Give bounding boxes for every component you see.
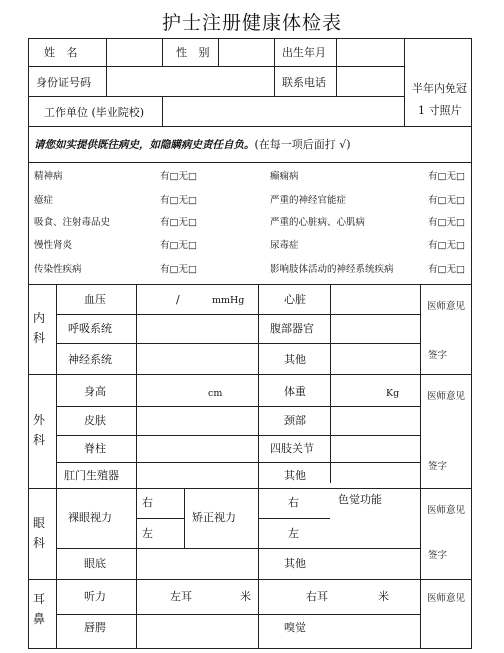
divider: [28, 579, 472, 580]
divider: [56, 614, 420, 615]
doctor-opinion-label: 医师意见: [427, 593, 466, 604]
divider: [106, 38, 107, 96]
height-label: 身高: [84, 385, 106, 398]
divider: [56, 435, 420, 436]
fundus-label: 眼底: [84, 557, 106, 570]
history-item: 吸食、注射毒品史: [34, 217, 111, 228]
history-option[interactable]: 有□无□: [160, 240, 197, 251]
section-eye: 眼科: [32, 516, 45, 550]
declaration: [34, 138, 351, 152]
meter-unit: 米: [240, 590, 251, 603]
history-item: 精神病: [34, 171, 63, 182]
corrected-left-label: 左: [288, 527, 299, 540]
divider: [56, 343, 420, 344]
divider: [404, 38, 405, 126]
history-option[interactable]: 有□无□: [428, 217, 465, 228]
divider: [28, 126, 472, 127]
heart-label: 心脏: [284, 293, 306, 306]
history-option[interactable]: 有□无□: [428, 195, 465, 206]
divider: [136, 518, 184, 519]
history-item: 癔症: [34, 195, 54, 206]
divider: [162, 96, 163, 126]
signature-label: 签字: [428, 350, 448, 361]
history-option[interactable]: 有□无□: [428, 264, 465, 275]
corrected-vision-label: 矫正视力: [192, 511, 236, 524]
history-item: 慢性肾炎: [34, 240, 73, 251]
section-internal: 内科: [32, 311, 45, 345]
history-option[interactable]: 有□无□: [160, 195, 197, 206]
signature-label: 签字: [428, 461, 448, 472]
divider: [258, 284, 259, 649]
divider: [28, 374, 472, 375]
photo-size-label: 1 寸照片: [418, 104, 462, 117]
divider: [258, 518, 330, 519]
right-ear-label: 右耳: [306, 590, 328, 603]
left-ear-label: 左耳: [170, 590, 192, 603]
corrected-right-label: 右: [288, 496, 299, 509]
spine-label: 脊柱: [84, 442, 106, 455]
respiratory-label: 呼吸系统: [68, 322, 112, 335]
divider: [274, 38, 275, 96]
gender-label: 性 别: [176, 46, 214, 59]
divider: [28, 96, 404, 97]
hearing-label: 听力: [84, 590, 106, 603]
weight-unit: Kg: [386, 388, 400, 399]
history-option[interactable]: 有□无□: [428, 171, 465, 182]
doctor-opinion-label: 医师意见: [427, 391, 466, 402]
history-option[interactable]: 有□无□: [160, 171, 197, 182]
history-option[interactable]: 有□无□: [160, 217, 197, 228]
divider: [218, 38, 219, 66]
bp-unit: mmHg: [212, 295, 245, 306]
name-field[interactable]: [108, 40, 160, 64]
meter-unit: 米: [378, 590, 389, 603]
naked-vision-label: 裸眼视力: [68, 511, 112, 524]
divider: [136, 284, 137, 649]
phone-field[interactable]: [338, 68, 402, 94]
divider: [184, 488, 185, 548]
bp-separator: /: [176, 293, 180, 306]
abdomen-label: 腹部器官: [270, 322, 314, 335]
history-option[interactable]: 有□无□: [428, 240, 465, 251]
gender-field[interactable]: [220, 40, 272, 64]
divider: [28, 488, 472, 489]
divider: [336, 38, 337, 96]
declaration-bold-text: 请您如实提供既往病史，如隐瞒病史责任自负。: [34, 139, 255, 151]
history-item: 尿毒症: [270, 240, 299, 251]
divider: [56, 284, 57, 649]
history-option[interactable]: 有□无□: [160, 264, 197, 275]
signature-label: 签字: [428, 550, 448, 561]
divider: [56, 548, 420, 549]
skin-label: 皮肤: [84, 414, 106, 427]
height-unit: cm: [208, 388, 223, 399]
smell-label: 嗅觉: [284, 621, 306, 634]
declaration-instruction: (在每一项后面打 √): [254, 138, 351, 151]
history-item: 传染性疾病: [34, 264, 82, 275]
work-label: 工作单位 (毕业院校): [44, 106, 145, 119]
id-label: 身份证号码: [36, 76, 91, 89]
weight-label: 体重: [284, 385, 306, 398]
birth-label: 出生年月: [282, 46, 326, 59]
divider: [162, 38, 163, 66]
anogenital-label: 肛门生殖器: [64, 469, 119, 482]
history-item: 影响肢体活动的神经系统疾病: [270, 264, 394, 275]
doctor-opinion-label: 医师意见: [427, 301, 466, 312]
birth-field[interactable]: [338, 40, 402, 64]
section-surgery: 外科: [32, 413, 45, 447]
divider: [28, 162, 472, 163]
id-field[interactable]: [108, 68, 272, 94]
history-item: 癫痫病: [270, 171, 299, 182]
limbs-label: 四肢关节: [270, 442, 314, 455]
lips-label: 唇腭: [84, 621, 106, 634]
neck-label: 颈部: [284, 414, 306, 427]
other-label: 其他: [284, 557, 306, 570]
section-ent: 耳鼻: [32, 592, 45, 626]
history-item: 严重的神经官能症: [270, 195, 347, 206]
nervous-label: 神经系统: [68, 353, 112, 366]
phone-label: 联系电话: [282, 76, 326, 89]
work-field[interactable]: [164, 98, 402, 124]
divider: [28, 284, 472, 285]
naked-right-label: 右: [142, 496, 153, 509]
color-vision-label: 色觉功能: [338, 493, 382, 506]
divider: [56, 462, 420, 463]
divider: [56, 314, 420, 315]
photo-label: 半年内免冠: [412, 82, 467, 95]
bp-label: 血压: [84, 293, 106, 306]
page-title: 护士注册健康体检表: [161, 12, 342, 34]
name-label: 姓 名: [44, 46, 82, 59]
history-item: 严重的心脏病、心肌病: [270, 217, 366, 228]
divider: [56, 406, 420, 407]
divider: [28, 66, 404, 67]
doctor-opinion-label: 医师意见: [427, 505, 466, 516]
naked-left-label: 左: [142, 527, 153, 540]
divider: [420, 284, 421, 649]
other-label: 其他: [284, 353, 306, 366]
other-label: 其他: [284, 469, 306, 482]
